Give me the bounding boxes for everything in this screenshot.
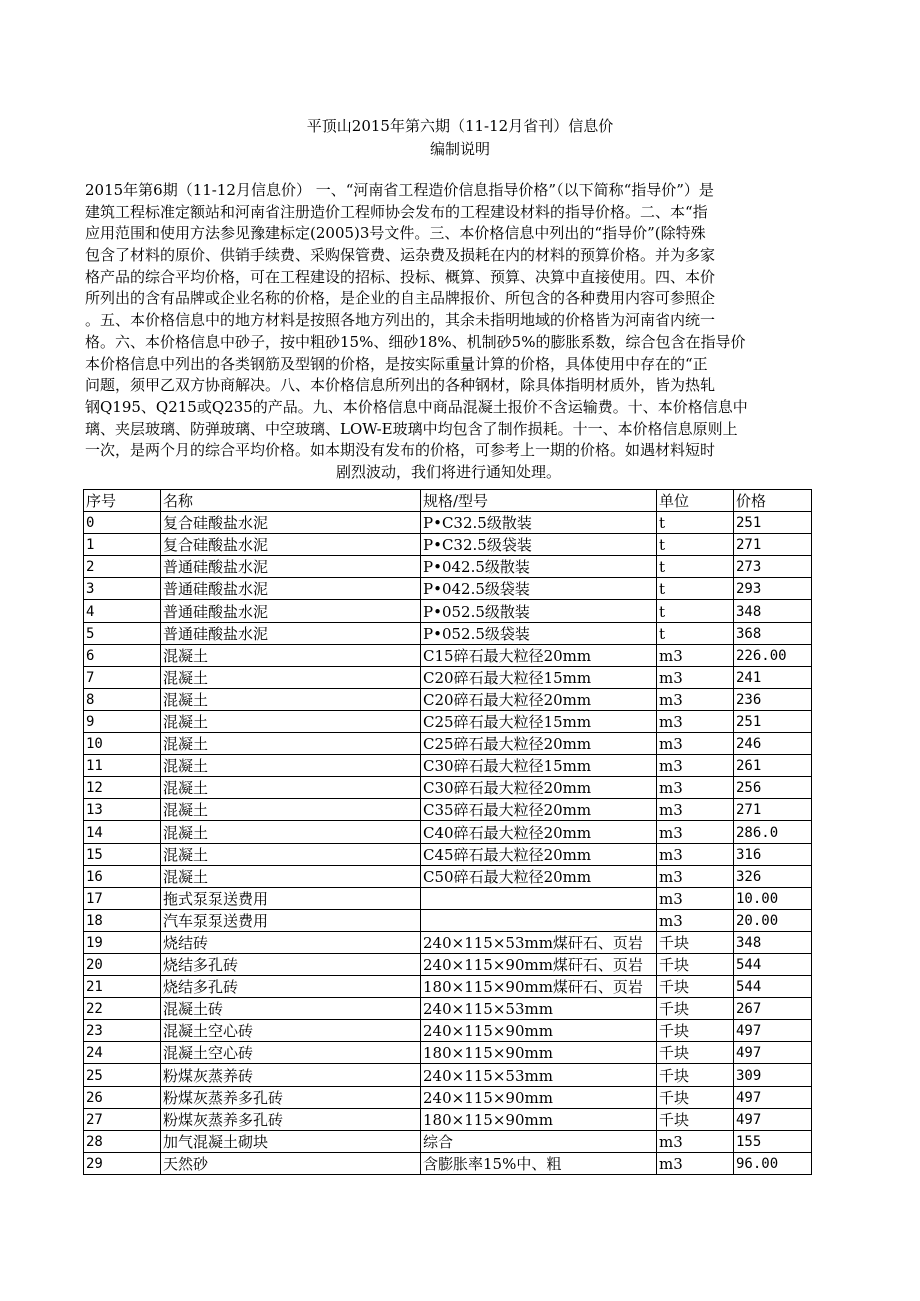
spec-cell: P•042.5级散装 (421, 556, 657, 578)
index-cell: 3 (84, 578, 161, 600)
spec-cell: 180×115×90mm (421, 1042, 657, 1064)
intro-line: 璃、夹层玻璃、防弹玻璃、中空玻璃、LOW-E玻璃中均包含了制作损耗。十一、本价格信息原则上 (85, 419, 738, 438)
price-cell: 20.00 (734, 909, 812, 931)
name-cell: 混凝土 (161, 666, 421, 688)
unit-cell: 千块 (657, 976, 734, 998)
table-row (84, 1108, 812, 1130)
table-row (84, 998, 812, 1020)
name-cell: 混凝土砖 (161, 998, 421, 1020)
price-cell: 261 (734, 755, 812, 777)
spec-cell: 240×115×90mm煤矸石、页岩 (421, 953, 657, 975)
spec-cell: C25碎石最大粒径20mm (421, 733, 657, 755)
table-row (84, 600, 812, 622)
intro-line: 建筑工程标准定额站和河南省注册造价工程师协会发布的工程建设材料的指导价格。二、本“指 (85, 202, 708, 221)
name-cell: 混凝土 (161, 710, 421, 732)
index-cell: 10 (84, 733, 161, 755)
spec-cell: P•C32.5级袋装 (421, 534, 657, 556)
intro-line: 包含了材料的原价、供销手续费、采购保管费、运杂费及损耗在内的材料的预算价格。并为多家 (85, 246, 716, 265)
spec-cell: 240×115×53mm (421, 998, 657, 1020)
spec-cell: 240×115×53mm (421, 1064, 657, 1086)
table-row (84, 733, 812, 755)
header-cell-price: 价格 (734, 490, 812, 512)
price-cell: 544 (734, 976, 812, 998)
table-row (84, 622, 812, 644)
index-cell: 13 (84, 799, 161, 821)
unit-cell: m3 (657, 710, 734, 732)
name-cell: 天然砂 (161, 1152, 421, 1174)
spec-cell: 综合 (421, 1130, 657, 1152)
intro-line: 所列出的含有品牌或企业名称的价格，是企业的自主品牌报价、所包含的各种费用内容可参照企 (85, 289, 716, 308)
price-cell: 497 (734, 1086, 812, 1108)
unit-cell: 千块 (657, 953, 734, 975)
table-row (84, 909, 812, 931)
price-cell: 267 (734, 998, 812, 1020)
intro-line: 。五、本价格信息中的地方材料是按照各地方列出的，其余未指明地域的价格皆为河南省内统一 (85, 311, 716, 330)
name-cell: 混凝土 (161, 799, 421, 821)
unit-cell: 千块 (657, 1020, 734, 1042)
spec-cell: C45碎石最大粒径20mm (421, 843, 657, 865)
unit-cell: m3 (657, 644, 734, 666)
unit-cell: t (657, 600, 734, 622)
intro-paragraph (85, 180, 812, 484)
intro-line: 钢Q195、Q215或Q235的产品。九、本价格信息中商品混凝土报价不含运输费。十、本价格信息中 (85, 397, 748, 416)
unit-cell: t (657, 578, 734, 600)
index-cell: 25 (84, 1064, 161, 1086)
spec-cell: P•C32.5级散装 (421, 512, 657, 534)
table-row (84, 710, 812, 732)
spec-cell (421, 909, 657, 931)
name-cell: 混凝土 (161, 755, 421, 777)
table-row (84, 534, 812, 556)
price-cell: 246 (734, 733, 812, 755)
name-cell: 汽车泵泵送费用 (161, 909, 421, 931)
spec-cell: C20碎石最大粒径20mm (421, 688, 657, 710)
table-row (84, 1152, 812, 1174)
header-cell-unit: 单位 (657, 490, 734, 512)
table-row (84, 578, 812, 600)
intro-line: 本价格信息中列出的各类钢筋及型钢的价格，是按实际重量计算的价格，具体使用中存在的“正 (85, 354, 708, 373)
index-cell: 24 (84, 1042, 161, 1064)
price-cell: 226.00 (734, 644, 812, 666)
spec-cell: 240×115×90mm (421, 1020, 657, 1042)
name-cell: 粉煤灰蒸养多孔砖 (161, 1086, 421, 1108)
table-row (84, 799, 812, 821)
name-cell: 加气混凝土砌块 (161, 1130, 421, 1152)
index-cell: 7 (84, 666, 161, 688)
index-cell: 6 (84, 644, 161, 666)
name-cell: 混凝土 (161, 777, 421, 799)
spec-cell: C25碎石最大粒径15mm (421, 710, 657, 732)
price-cell: 155 (734, 1130, 812, 1152)
name-cell: 混凝土空心砖 (161, 1020, 421, 1042)
price-cell: 236 (734, 688, 812, 710)
name-cell: 烧结多孔砖 (161, 953, 421, 975)
spec-cell: C40碎石最大粒径20mm (421, 821, 657, 843)
unit-cell: m3 (657, 865, 734, 887)
price-cell: 251 (734, 512, 812, 534)
name-cell: 普通硅酸盐水泥 (161, 556, 421, 578)
name-cell: 复合硅酸盐水泥 (161, 512, 421, 534)
table-row (84, 688, 812, 710)
intro-line: 应用范围和使用方法参见豫建标定(2005)3号文件。三、本价格信息中列出的“指导价”(除特殊 (85, 224, 706, 243)
table-row (84, 1064, 812, 1086)
table-row (84, 843, 812, 865)
price-cell: 309 (734, 1064, 812, 1086)
index-cell: 14 (84, 821, 161, 843)
unit-cell: t (657, 534, 734, 556)
unit-cell: m3 (657, 1152, 734, 1174)
price-cell: 286.0 (734, 821, 812, 843)
index-cell: 22 (84, 998, 161, 1020)
name-cell: 混凝土 (161, 644, 421, 666)
spec-cell: C50碎石最大粒径20mm (421, 865, 657, 887)
name-cell: 普通硅酸盐水泥 (161, 622, 421, 644)
spec-cell: 180×115×90mm (421, 1108, 657, 1130)
unit-cell: m3 (657, 887, 734, 909)
intro-line: 格产品的综合平均价格，可在工程建设的招标、投标、概算、预算、决算中直接使用。四、本价 (85, 267, 716, 286)
unit-cell: t (657, 556, 734, 578)
name-cell: 混凝土 (161, 733, 421, 755)
table-row (84, 1042, 812, 1064)
price-cell: 256 (734, 777, 812, 799)
name-cell: 普通硅酸盐水泥 (161, 600, 421, 622)
price-table (83, 489, 812, 1175)
intro-line: 一次，是两个月的综合平均价格。如本期没有发布的价格，可参考上一期的价格。如遇材料短时 (85, 441, 716, 460)
table-row (84, 953, 812, 975)
name-cell: 混凝土 (161, 821, 421, 843)
index-cell: 0 (84, 512, 161, 534)
unit-cell: 千块 (657, 1042, 734, 1064)
index-cell: 19 (84, 931, 161, 953)
price-cell: 271 (734, 534, 812, 556)
spec-cell: 240×115×53mm煤矸石、页岩 (421, 931, 657, 953)
name-cell: 拖式泵泵送费用 (161, 887, 421, 909)
header-cell-name: 名称 (161, 490, 421, 512)
spec-cell: C30碎石最大粒径20mm (421, 777, 657, 799)
name-cell: 普通硅酸盐水泥 (161, 578, 421, 600)
unit-cell: m3 (657, 688, 734, 710)
name-cell: 混凝土 (161, 843, 421, 865)
index-cell: 2 (84, 556, 161, 578)
index-cell: 9 (84, 710, 161, 732)
unit-cell: m3 (657, 843, 734, 865)
price-cell: 348 (734, 600, 812, 622)
unit-cell: m3 (657, 799, 734, 821)
index-cell: 12 (84, 777, 161, 799)
table-row (84, 755, 812, 777)
unit-cell: 千块 (657, 998, 734, 1020)
page-title: 平顶山2015年第六期（11-12月省刊）信息价 (306, 117, 614, 135)
price-cell: 96.00 (734, 1152, 812, 1174)
unit-cell: 千块 (657, 1064, 734, 1086)
intro-line: 2015年第6期（11-12月信息价） 一、“河南省工程造价信息指导价格”（以下简称“指导价”）是 (85, 181, 714, 199)
intro-line: 剧烈波动，我们将进行通知处理。 (335, 462, 561, 481)
page-subtitle: 编制说明 (429, 140, 490, 158)
unit-cell: 千块 (657, 931, 734, 953)
index-cell: 29 (84, 1152, 161, 1174)
spec-cell: P•052.5级袋装 (421, 622, 657, 644)
header-cell-index: 序号 (84, 490, 161, 512)
price-cell: 241 (734, 666, 812, 688)
name-cell: 粉煤灰蒸养多孔砖 (161, 1108, 421, 1130)
index-cell: 20 (84, 953, 161, 975)
index-cell: 16 (84, 865, 161, 887)
unit-cell: t (657, 622, 734, 644)
price-cell: 251 (734, 710, 812, 732)
table-body (84, 512, 812, 1175)
name-cell: 复合硅酸盐水泥 (161, 534, 421, 556)
index-cell: 11 (84, 755, 161, 777)
unit-cell: 千块 (657, 1108, 734, 1130)
index-cell: 8 (84, 688, 161, 710)
spec-cell (421, 887, 657, 909)
spec-cell: C20碎石最大粒径15mm (421, 666, 657, 688)
table-row (84, 666, 812, 688)
index-cell: 18 (84, 909, 161, 931)
unit-cell: m3 (657, 777, 734, 799)
unit-cell: m3 (657, 909, 734, 931)
table-row (84, 931, 812, 953)
index-cell: 23 (84, 1020, 161, 1042)
price-cell: 271 (734, 799, 812, 821)
table-row (84, 644, 812, 666)
index-cell: 26 (84, 1086, 161, 1108)
spec-cell: C15碎石最大粒径20mm (421, 644, 657, 666)
table-row (84, 821, 812, 843)
intro-line: 格。六、本价格信息中砂子，按中粗砂15%、细砂18%、机制砂5%的膨胀系数，综合包含在指导价 (85, 332, 746, 351)
index-cell: 4 (84, 600, 161, 622)
index-cell: 21 (84, 976, 161, 998)
unit-cell: 千块 (657, 1086, 734, 1108)
unit-cell: m3 (657, 821, 734, 843)
unit-cell: m3 (657, 755, 734, 777)
price-cell: 316 (734, 843, 812, 865)
spec-cell: 含膨胀率15%中、粗 (421, 1152, 657, 1174)
unit-cell: m3 (657, 1130, 734, 1152)
spec-cell: P•042.5级袋装 (421, 578, 657, 600)
name-cell: 混凝土 (161, 688, 421, 710)
table-row (84, 1130, 812, 1152)
name-cell: 烧结多孔砖 (161, 976, 421, 998)
table-row (84, 556, 812, 578)
intro-line: 问题，须甲乙双方协商解决。八、本价格信息所列出的各种钢材，除具体指明材质外，皆为热轧 (85, 376, 716, 395)
price-cell: 348 (734, 931, 812, 953)
price-cell: 368 (734, 622, 812, 644)
index-cell: 15 (84, 843, 161, 865)
spec-cell: C30碎石最大粒径15mm (421, 755, 657, 777)
index-cell: 1 (84, 534, 161, 556)
unit-cell: t (657, 512, 734, 534)
price-cell: 497 (734, 1020, 812, 1042)
name-cell: 混凝土空心砖 (161, 1042, 421, 1064)
unit-cell: m3 (657, 733, 734, 755)
name-cell: 混凝土 (161, 865, 421, 887)
spec-cell: P•052.5级散装 (421, 600, 657, 622)
table-row (84, 1020, 812, 1042)
price-cell: 293 (734, 578, 812, 600)
table-row (84, 865, 812, 887)
price-cell: 544 (734, 953, 812, 975)
unit-cell: m3 (657, 666, 734, 688)
spec-cell: 180×115×90mm煤矸石、页岩 (421, 976, 657, 998)
table-row (84, 1086, 812, 1108)
table-row (84, 976, 812, 998)
spec-cell: 240×115×90mm (421, 1086, 657, 1108)
price-cell: 326 (734, 865, 812, 887)
header-cell-spec: 规格/型号 (421, 490, 657, 512)
name-cell: 烧结砖 (161, 931, 421, 953)
index-cell: 28 (84, 1130, 161, 1152)
index-cell: 5 (84, 622, 161, 644)
table-header-row (84, 490, 812, 512)
price-cell: 273 (734, 556, 812, 578)
table-row (84, 887, 812, 909)
index-cell: 27 (84, 1108, 161, 1130)
price-cell: 10.00 (734, 887, 812, 909)
price-cell: 497 (734, 1042, 812, 1064)
price-cell: 497 (734, 1108, 812, 1130)
table-row (84, 512, 812, 534)
name-cell: 粉煤灰蒸养砖 (161, 1064, 421, 1086)
spec-cell: C35碎石最大粒径20mm (421, 799, 657, 821)
index-cell: 17 (84, 887, 161, 909)
table-row (84, 777, 812, 799)
